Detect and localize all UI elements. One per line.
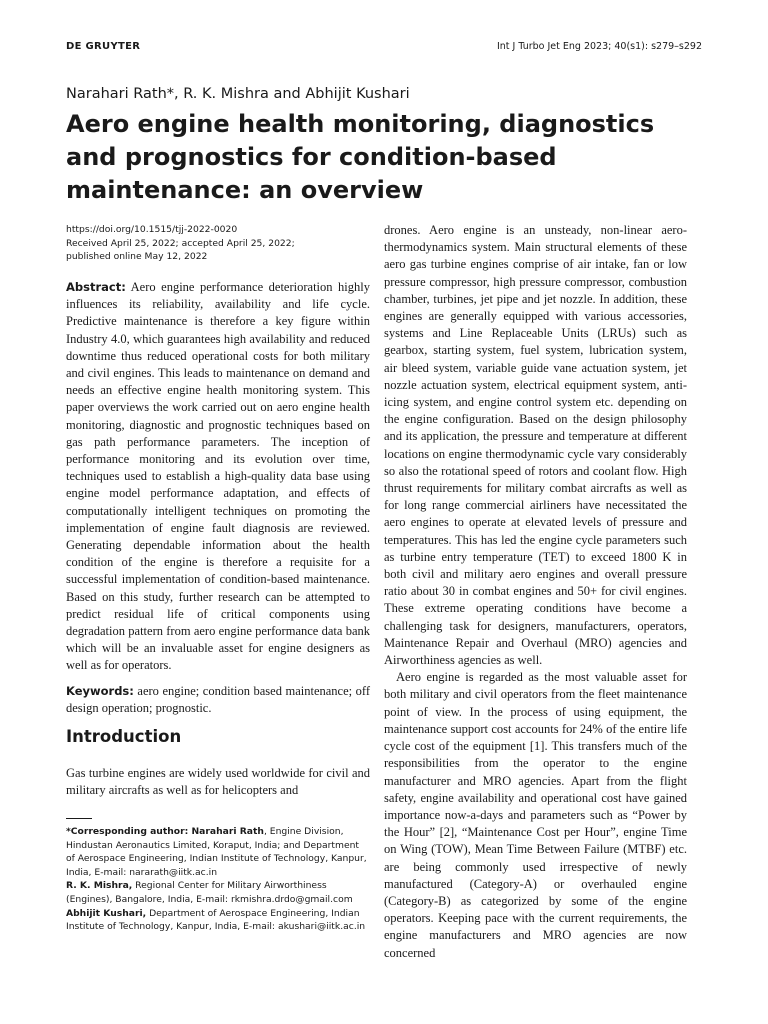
doi-link[interactable]: https://doi.org/10.1515/tjj-2022-0020 <box>66 224 238 235</box>
footnote-third-author <box>66 907 370 934</box>
footnote-second-author <box>66 879 370 906</box>
paper-title: Aero engine health monitoring, diagnostics and prognostics for condition-based maintenance: an overview <box>66 110 655 204</box>
abstract-text: Aero engine performance deterioration highly influences its reliability, availability and life cycle. Predictive maintenance is therefore a key figure within Industry 4.0, which guarantees high availability and reduced downtime thus reduced operational costs for both military and civil engines. This leads to maintenance on demand and needs an effective engine health monitoring system. This paper overviews the work carried out on aero engine health monitoring, diagnostic and prognostic techniques based on gas path performance parameters. The inception of performance monitoring and its evolution over time, techniques used to establish a high-quality data base using engine model performance adaptation, and effects of computationally intelligent techniques on promoting the implementation of engine fault diagnosis are reviewed. Generating dependable information about the health condition of the engine is therefore a requisite for a successful implementation of condition-based maintenance. Based on this study, further research can be attempted to predict residual life of critical components using degradation pattern from aero engine performance data bank which will be an invaluable asset for engine designers as well as for operators. <box>66 280 370 673</box>
keywords-text: aero engine; condition based maintenance; off design operation; prognostic. <box>66 683 370 715</box>
keywords <box>66 683 370 717</box>
footnote-1-label: *Corresponding author: Narahari Rath <box>66 826 264 837</box>
article-meta <box>66 223 295 264</box>
publisher-name: DE GRUYTER <box>66 41 141 52</box>
footnotes <box>66 825 370 934</box>
right-column <box>384 222 687 962</box>
abstract <box>66 279 370 675</box>
footnote-2-label: R. K. Mishra, <box>66 880 133 892</box>
introduction-text: Gas turbine engines are widely used worldwide for civil and military aircrafts as well as for helicopters and <box>66 766 370 798</box>
received-date: Received April 25, 2022; accepted April 25, 2022; <box>66 237 295 249</box>
body-paragraph-1: drones. Aero engine is an unsteady, non-linear aero-thermodynamics system. Main structural elements of these aero gas turbine engines comprise of air intake, fan or low pressure compressor, high pressure compressor, combustion chamber, turbines, jet pipe and jet nozzle. In addition, these engines are generally equipped with various accessories, systems and Line Replaceable Units (LRUs) such as gearbox, starting system, fuel system, lubrication system, air bleed system, variable guide vane actuation system, jet nozzle actuation system, electrical equipment system, anti-icing system, and engine control system etc. depending on the engine configuration. Based on the design philosophy and its application, the pressure and temperature at different locations on engine thermodynamic cycle vary considerably so also the rotational speed of rotors and coolant flow. High thrust requirements for military combat aircrafts as well as for long range commercial airliners have necessitated the aero engines to operate at elevated levels of pressure and temperatures. This has led the engine cycle parameters such as turbine entry temperature (TET) to exceed 1800 K in both civil and military aero engines and overall pressure ratio about 30 in combat engines and 50+ for civil engines. These extreme operating conditions have become a challenging task for designers, manufacturers, operators, Maintenance Repair and Overhaul (MRO) agencies and Airworthiness agencies as well. <box>384 223 687 668</box>
published-date: published online May 12, 2022 <box>66 251 208 262</box>
introduction-heading: Introduction <box>66 727 182 746</box>
footnote-divider <box>66 818 92 819</box>
footnote-2-text: Regional Center for Military Airworthiness (Engines), Bangalore, India, E-mail: rkmishra.drdo@gmail.com <box>66 880 353 905</box>
left-column <box>66 279 370 717</box>
footnote-1-text: , Engine Division, Hindustan Aeronautics Limited, Koraput, India; and Department of Aerospace Engineering, Indian Institute of Technology, Kanpur, India, E-mail: nararath@iitk.ac.in <box>66 826 367 878</box>
body-paragraph-2: Aero engine is regarded as the most valuable asset for both military and civil operators from the fleet maintenance point of view. In the process of using equipment, the maintenance support cost accounts for 24% of the entire life cycle cost of the equipment [1]. This transfers much of the responsibilities from the operator to the engine manufacturer and MRO agencies. Apart from the flight safety, engine availability and operational cost have gained importance now-a-days and parameters such as “Power by the Hour” [2], “Maintenance Cost per Hour”, engine Time on Wing (TOW), Mean Time Between Failure (MTBF) etc. are being commonly used irrespective of newly manufactured (Category-A) or overhauled engine (Category-B) as categorized by some of the engine operators. Keeping pace with the current requirements, the engine manufacturers and MRO agencies are now concerned <box>384 670 687 960</box>
keywords-label: Keywords: <box>66 683 134 698</box>
footnote-3-text: Department of Aerospace Engineering, Indian Institute of Technology, Kanpur, India, E-mail: akushari@iitk.ac.in <box>66 907 366 933</box>
journal-citation: Int J Turbo Jet Eng 2023; 40(s1): s279–s292 <box>496 41 702 52</box>
abstract-label: Abstract: <box>66 280 126 294</box>
author-list: Narahari Rath*, R. K. Mishra and Abhijit Kushari <box>66 86 410 102</box>
footnote-3-label: Abhijit Kushari, <box>66 907 147 919</box>
footnote-corresponding-author <box>66 825 370 879</box>
